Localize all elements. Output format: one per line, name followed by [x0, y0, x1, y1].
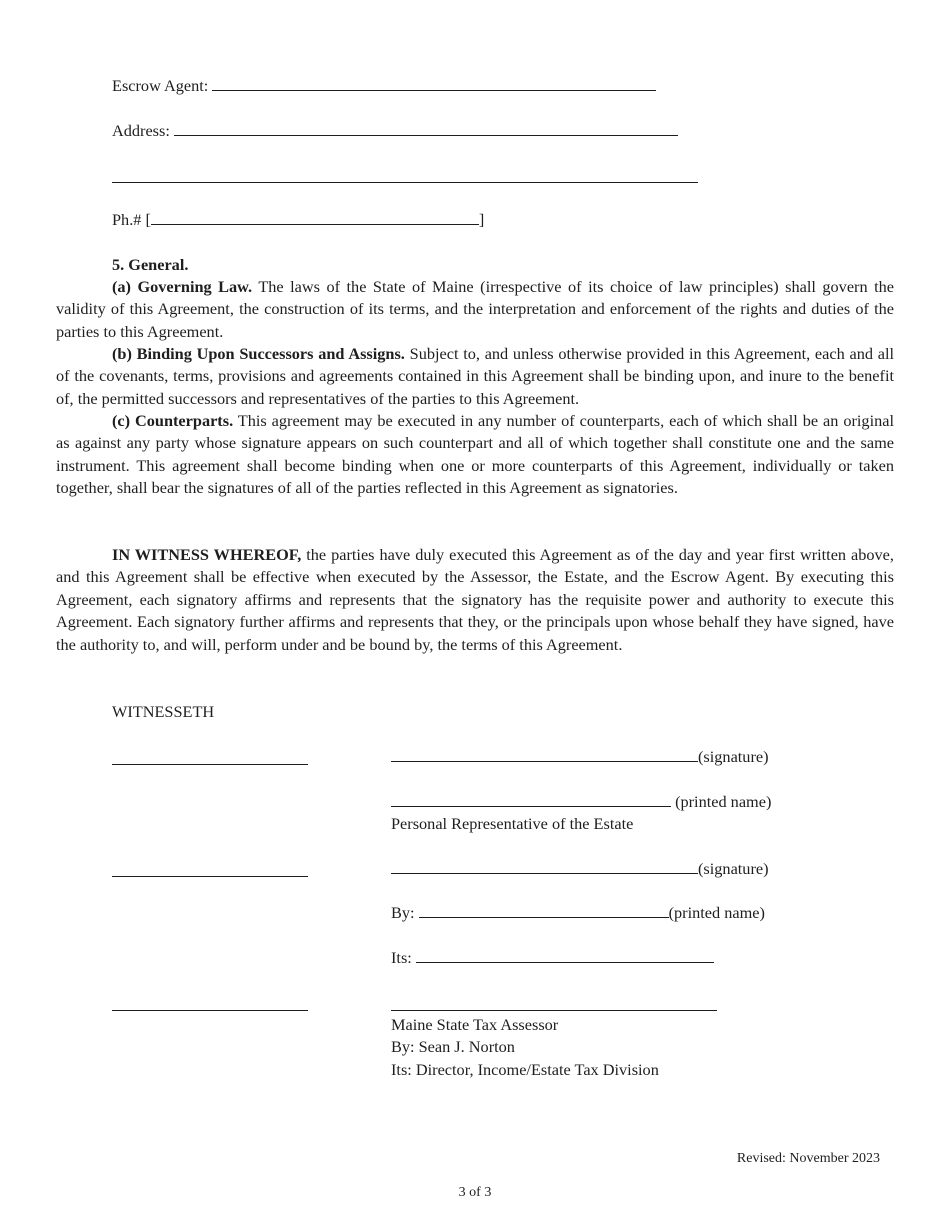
assessor-by: By: Sean J. Norton — [391, 1037, 515, 1056]
witness-signature-line-1[interactable] — [112, 764, 308, 765]
phone-line — [112, 210, 484, 230]
governing-law-paragraph — [56, 276, 894, 343]
agent-its-label: Its: — [391, 948, 412, 967]
successors-text: Subject to, and unless otherwise provided in this Agreement, each and all of the covenants, terms, provisions and agreements contained in this Agreement shall be binding upon, and inure to the benefit of, the permitted successors and representatives of the parties to this Agreement. — [56, 344, 895, 408]
escrow-agent-line — [112, 76, 656, 96]
counterparts-paragraph — [56, 410, 894, 500]
counterparts-text: This agreement may be executed in any number of counterparts, each of which shall be an original as against any party whose signature appears on such counterpart and all of which together shall constitute one and the same instrument. This agreement shall become binding when one or more counterparts of this Agreement, individually or taken together, shall bear the signatures of all of the parties reflected in this Agreement as signatories. — [56, 411, 894, 498]
estate-role: Personal Representative of the Estate — [391, 814, 634, 833]
estate-printed-name-suffix: (printed name) — [675, 792, 772, 811]
estate-signature-suffix: (signature) — [698, 747, 769, 766]
witness-lead: IN WITNESS WHEREOF, — [112, 545, 302, 564]
section-heading — [112, 255, 188, 275]
estate-printed-name-field[interactable] — [391, 792, 671, 807]
phone-label: Ph.# — [112, 210, 142, 229]
governing-law-text: The laws of the State of Maine (irrespective of its choice of law principles) shall govern the validity of this Agreement, the construction of its terms, and the interpretation and enforcement of the rights and duties of the parties to this Agreement. — [56, 277, 894, 341]
successors-paragraph — [56, 343, 894, 410]
address-line — [112, 121, 678, 141]
witness-text: the parties have duly executed this Agreement as of the day and year first written above, and this Agreement shall be effective when executed by the Assessor, the Estate, and the Escrow Agent. By executing this Agreement, each signatory affirms and represents that the signatory has the requisite power and authority to execute this Agreement. Each signatory further affirms and represents that they, or the principals upon whose behalf they have signed, have the authority to, and will, perform under and be bound by, the terms of this Agreement. — [56, 545, 894, 654]
assessor-title: Maine State Tax Assessor — [391, 1015, 559, 1034]
estate-signature-row — [391, 747, 769, 767]
phone-close-bracket: ] — [478, 210, 485, 229]
escrow-agent-label: Escrow Agent: — [112, 76, 209, 95]
witness-signature-line-3[interactable] — [112, 1010, 308, 1011]
agent-printed-name-field[interactable] — [419, 903, 669, 918]
phone-field[interactable] — [151, 210, 479, 225]
general-heading: 5. General. — [112, 255, 189, 274]
agent-by-label: By: — [391, 903, 415, 922]
escrow-agent-field[interactable] — [212, 76, 656, 91]
agent-signature-row — [391, 859, 769, 879]
witness-signature-line-2[interactable] — [112, 876, 308, 877]
address-field-2[interactable] — [112, 182, 698, 183]
agent-signature-field[interactable] — [391, 859, 698, 874]
assessor-signature-field[interactable] — [391, 1010, 717, 1011]
counterparts-title: (c) Counterparts. — [112, 411, 234, 430]
agent-by-row — [391, 903, 765, 923]
agent-its-field[interactable] — [416, 948, 714, 963]
governing-law-title: (a) Governing Law. — [112, 277, 253, 296]
agent-signature-suffix: (signature) — [698, 859, 769, 878]
page-number: 3 of 3 — [458, 1185, 492, 1200]
revised-date: Revised: November 2023 — [736, 1151, 880, 1166]
estate-signature-field[interactable] — [391, 747, 698, 762]
phone-open-bracket: [ — [145, 210, 151, 229]
agent-its-row — [391, 948, 714, 968]
successors-title: (b) Binding Upon Successors and Assigns. — [112, 344, 405, 363]
estate-printed-name-row — [391, 792, 771, 812]
address-label: Address: — [112, 121, 170, 140]
agent-printed-name-suffix: (printed name) — [668, 903, 765, 922]
witnesseth-label: WITNESSETH — [112, 702, 215, 721]
assessor-its: Its: Director, Income/Estate Tax Division — [391, 1060, 659, 1079]
witness-paragraph — [56, 544, 894, 656]
address-field-1[interactable] — [174, 121, 678, 136]
